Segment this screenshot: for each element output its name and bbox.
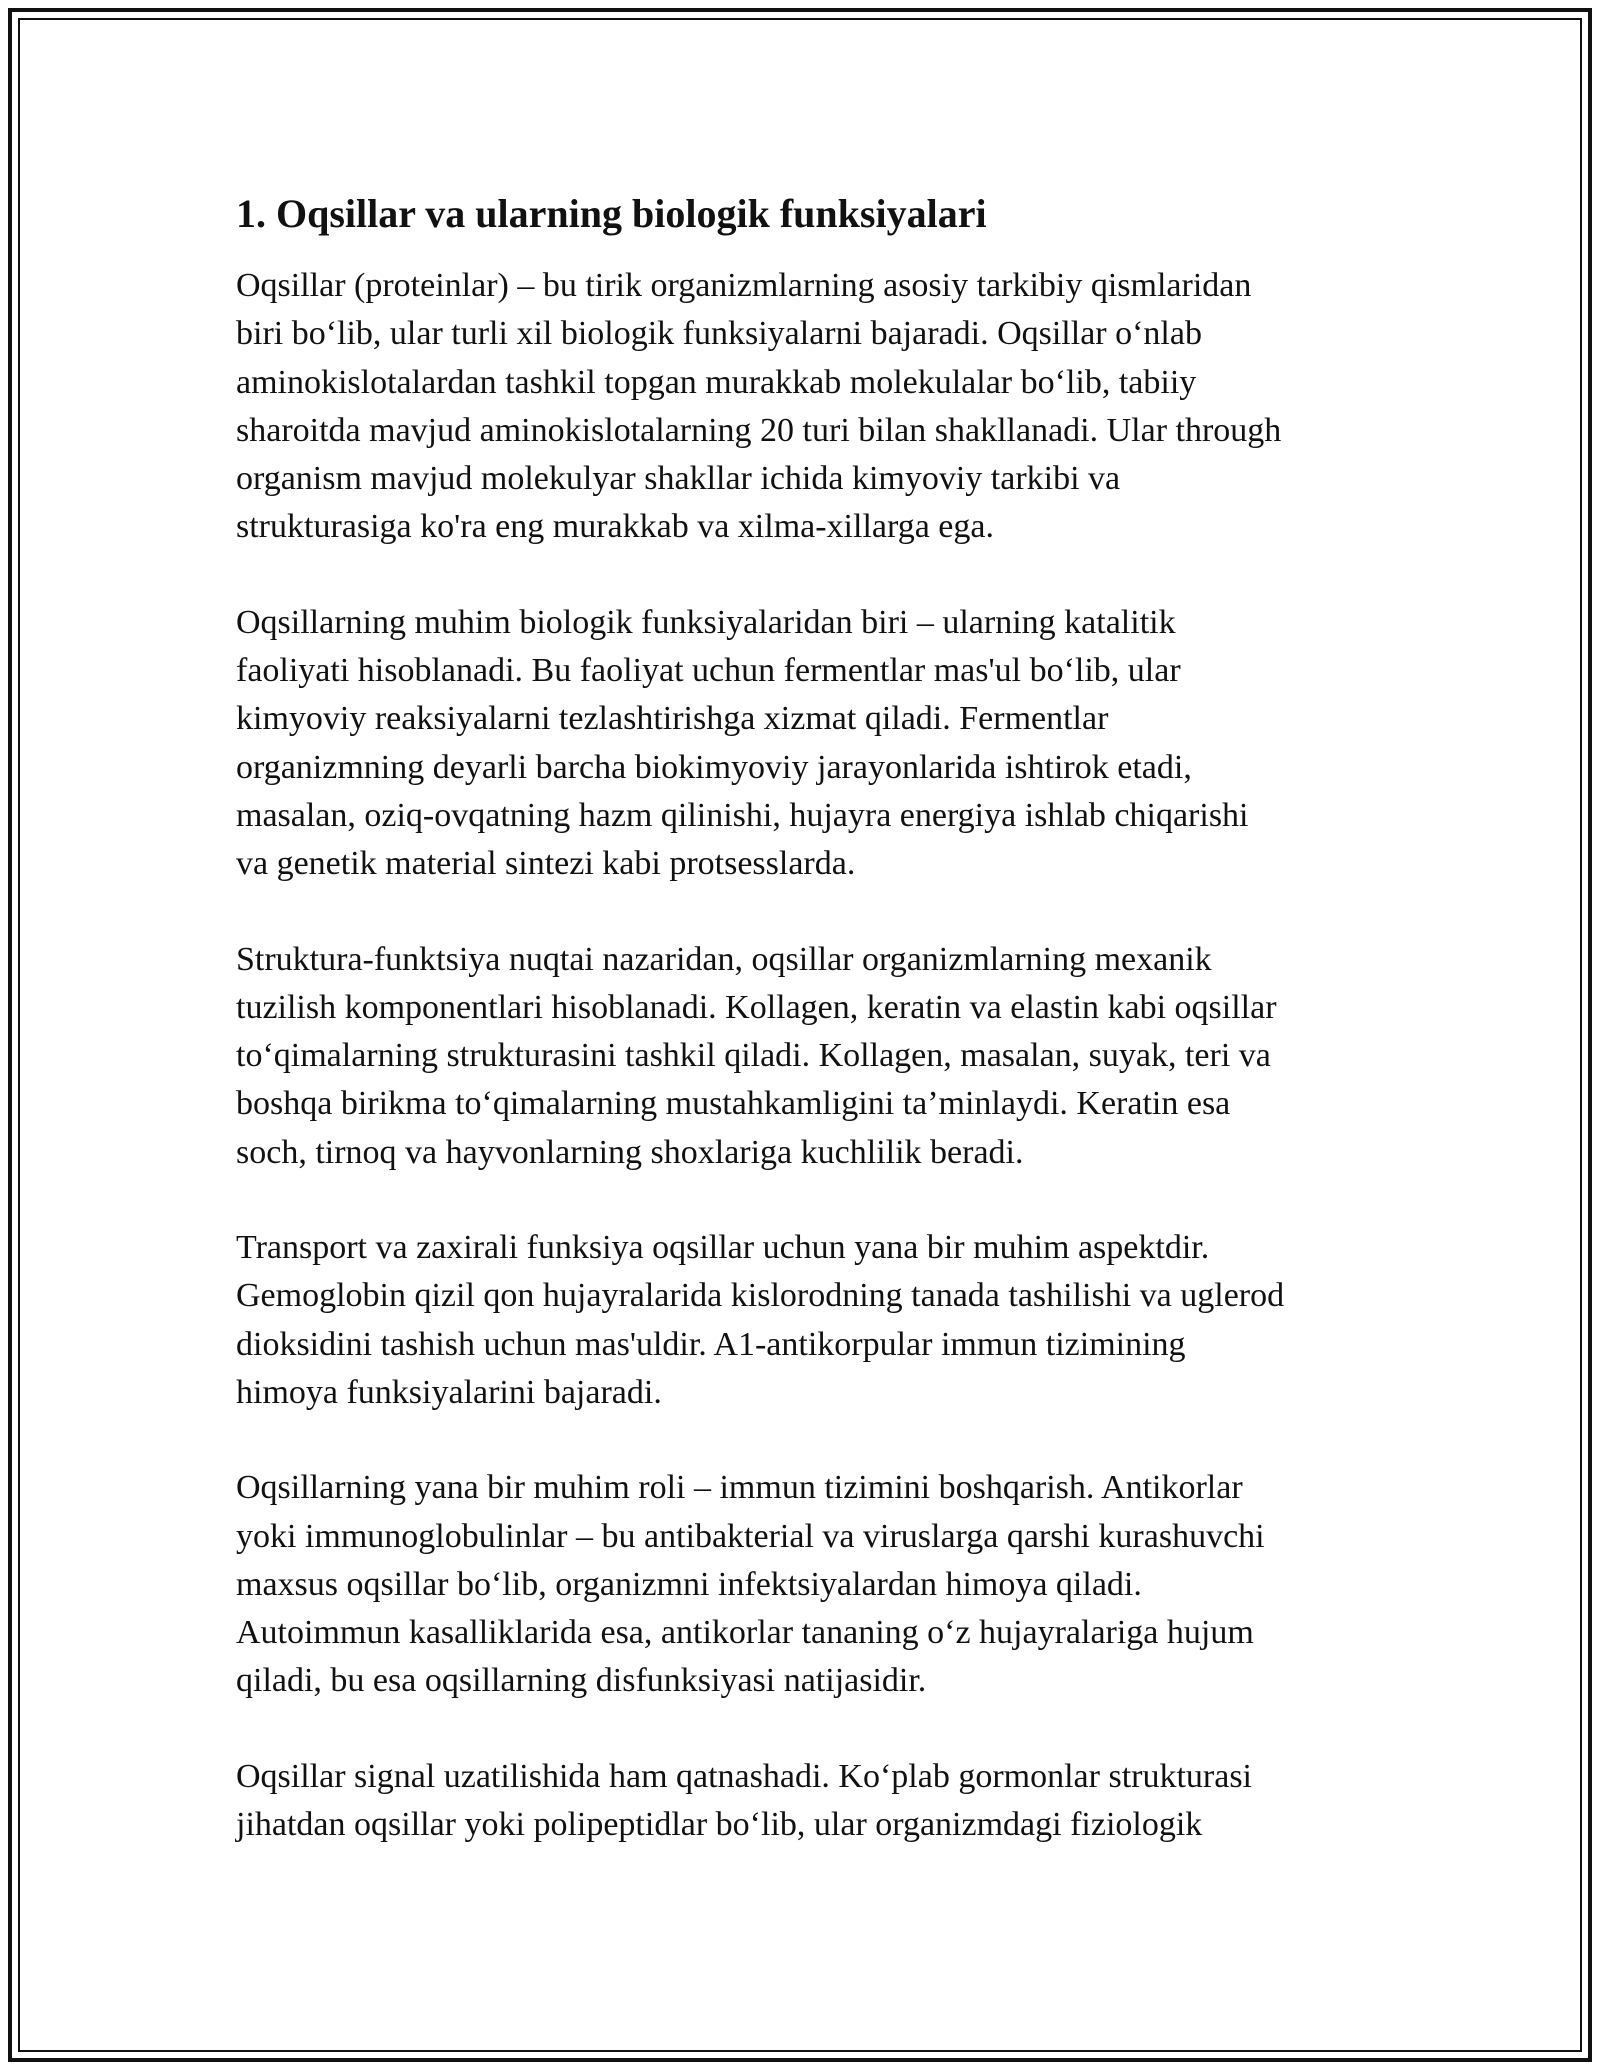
text-line: strukturasiga ko'ra eng murakkab va xilma-xillarga ega. bbox=[236, 508, 994, 546]
text-line: organizmning deyarli barcha biokimyoviy jarayonlarida ishtirok etadi, bbox=[236, 748, 1192, 786]
text-line: masalan, oziq-ovqatning hazm qilinishi, hujayra energiya ishlab chiqarishi bbox=[236, 796, 1249, 834]
section-heading: 1. Oqsillar va ularning biologik funksiyalari bbox=[236, 191, 987, 236]
paragraph bbox=[236, 1224, 1386, 1417]
paragraph-list bbox=[236, 262, 1386, 1849]
document-body bbox=[236, 186, 1386, 1896]
paragraph bbox=[236, 1753, 1386, 1850]
text-line: boshqa birikma to‘qimalarning mustahkamligini ta’minlaydi. Keratin esa bbox=[236, 1085, 1231, 1123]
text-line: to‘qimalarning strukturasini tashkil qiladi. Kollagen, masalan, suyak, teri va bbox=[236, 1037, 1271, 1075]
text-line: Autoimmun kasalliklarida esa, antikorlar tananing o‘z hujayralariga hujum bbox=[236, 1614, 1254, 1652]
paragraph bbox=[236, 1464, 1386, 1705]
text-line: Transport va zaxirali funksiya oqsillar uchun yana bir muhim aspektdir. bbox=[236, 1229, 1210, 1267]
text-line: biri bo‘lib, ular turli xil biologik funksiyalarni bajaradi. Oqsillar o‘nlab bbox=[236, 315, 1202, 353]
text-line: soch, tirnoq va hayvonlarning shoxlariga kuchlilik beradi. bbox=[236, 1133, 1024, 1171]
text-line: Struktura-funktsiya nuqtai nazaridan, oqsillar organizmlarning mexanik bbox=[236, 940, 1212, 978]
text-line: Oqsillarning muhim biologik funksiyalaridan biri – ularning katalitik bbox=[236, 603, 1176, 641]
text-line: Gemoglobin qizil qon hujayralarida kislorodning tanada tashilishi va uglerod bbox=[236, 1277, 1285, 1315]
text-line: dioksidini tashish uchun mas'uldir. A1-antikorpular immun tizimining bbox=[236, 1325, 1186, 1363]
text-line: kimyoviy reaksiyalarni tezlashtirishga xizmat qiladi. Fermentlar bbox=[236, 700, 1109, 738]
text-line: Oqsillar (proteinlar) – bu tirik organizmlarning asosiy tarkibiy qismlaridan bbox=[236, 267, 1252, 304]
text-line: organism mavjud molekulyar shakllar ichida kimyoviy tarkibi va bbox=[236, 460, 1121, 498]
text-line: himoya funksiyalarini bajaradi. bbox=[236, 1373, 662, 1411]
text-line: sharoitda mavjud aminokislotalarning 20 turi bilan shakllanadi. Ular through bbox=[236, 411, 1282, 449]
text-line: jihatdan oqsillar yoki polipeptidlar bo‘lib, ular organizmdagi fiziologik bbox=[236, 1806, 1203, 1844]
paragraph bbox=[236, 262, 1386, 552]
text-line: qiladi, bu esa oqsillarning disfunksiyasi natijasidir. bbox=[236, 1662, 927, 1700]
text-line: maxsus oqsillar bo‘lib, organizmni infektsiyalardan himoya qiladi. bbox=[236, 1565, 1142, 1603]
text-line: va genetik material sintezi kabi protsesslarda. bbox=[236, 845, 856, 883]
text-line: tuzilish komponentlari hisoblanadi. Kollagen, keratin va elastin kabi oqsillar bbox=[236, 988, 1277, 1026]
text-line: yoki immunoglobulinlar – bu antibakterial va viruslarga qarshi kurashuvchi bbox=[236, 1517, 1265, 1555]
paragraph bbox=[236, 936, 1386, 1177]
text-line: aminokislotalardan tashkil topgan murakkab molekulalar bo‘lib, tabiiy bbox=[236, 363, 1197, 401]
text-line: Oqsillarning yana bir muhim roli – immun tizimini boshqarish. Antikorlar bbox=[236, 1469, 1243, 1507]
text-line: faoliyati hisoblanadi. Bu faoliyat uchun fermentlar mas'ul bo‘lib, ular bbox=[236, 652, 1181, 690]
paragraph bbox=[236, 599, 1386, 889]
text-line: Oqsillar signal uzatilishida ham qatnashadi. Ko‘plab gormonlar strukturasi bbox=[236, 1757, 1252, 1795]
